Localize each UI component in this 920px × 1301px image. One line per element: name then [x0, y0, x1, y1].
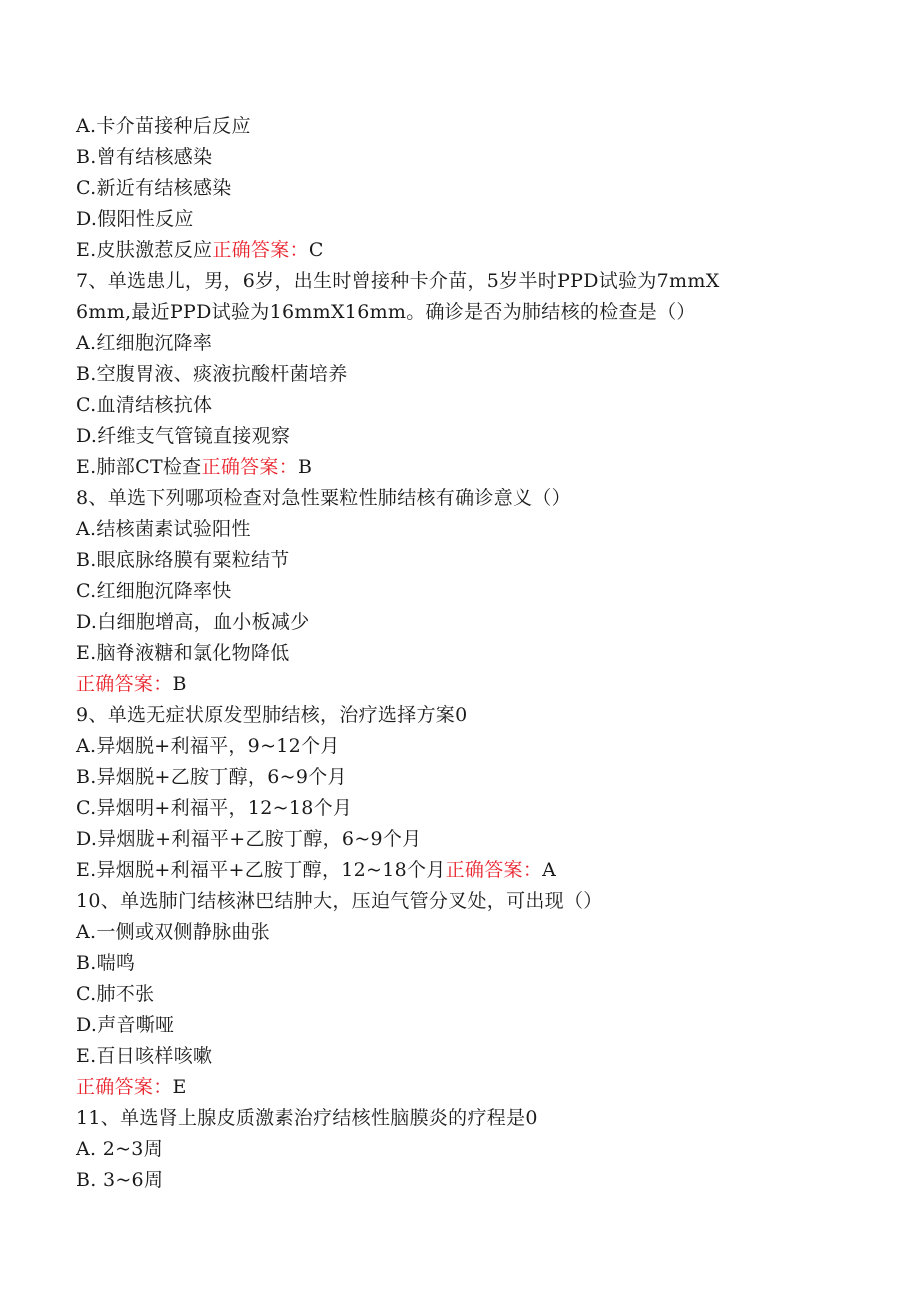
line-text: 10、单选肺门结核淋巴结肿大，压迫气管分叉处，可出现（） [76, 890, 603, 912]
text-line [76, 638, 776, 669]
text-line [76, 452, 776, 483]
line-text: C.肺不张 [76, 983, 155, 1005]
text-line [76, 111, 776, 142]
answer-value: A [542, 859, 557, 881]
text-line [76, 142, 776, 173]
line-text: E.异烟脱+利福平+乙胺丁醇，12~18个月 [76, 859, 446, 881]
text-line [76, 576, 776, 607]
line-text: 6mm,最近PPD试验为16mmX16mm。确诊是否为肺结核的检查是（） [76, 301, 696, 323]
text-line [76, 1165, 776, 1196]
line-text: A.结核菌素试验阳性 [76, 518, 251, 540]
line-text: B.空腹胃液、痰液抗酸杆菌培养 [76, 363, 348, 385]
line-text: E.肺部CT检查 [76, 456, 202, 478]
line-text: B.曾有结核感染 [76, 146, 213, 168]
line-text: B. 3~6周 [76, 1169, 164, 1191]
line-text: A.红细胞沉降率 [76, 332, 213, 354]
text-line [76, 483, 776, 514]
line-text: A.一侧或双侧静脉曲张 [76, 921, 271, 943]
answer-value: B [298, 456, 313, 478]
line-text: D.声音嘶哑 [76, 1014, 175, 1036]
answer-label: 正确答案： [76, 673, 173, 695]
line-text: A.异烟脱+利福平，9~12个月 [76, 735, 340, 757]
line-text: 8、单选下列哪项检查对急性粟粒性肺结核有确诊意义（） [76, 487, 571, 509]
line-text: D.假阳性反应 [76, 208, 194, 230]
answer-label: 正确答案： [445, 859, 543, 881]
line-text: 11、单选肾上腺皮质激素治疗结核性脑膜炎的疗程是0 [76, 1107, 538, 1129]
text-line [76, 948, 776, 979]
text-line [76, 266, 776, 297]
line-text: D.白细胞增高，血小板减少 [76, 611, 310, 633]
text-line [76, 297, 776, 328]
answer-value: C [308, 239, 324, 261]
document-page [76, 111, 776, 1196]
text-line [76, 1134, 776, 1165]
text-line [76, 328, 776, 359]
text-line [76, 855, 776, 886]
line-text: B.喘鸣 [76, 952, 136, 974]
text-line [76, 1010, 776, 1041]
text-line [76, 669, 776, 700]
line-text: B.异烟脱+乙胺丁醇，6~9个月 [76, 766, 347, 788]
text-line [76, 1072, 776, 1103]
text-line [76, 886, 776, 917]
text-line [76, 359, 776, 390]
text-line [76, 607, 776, 638]
line-text: A. 2~3周 [76, 1138, 163, 1160]
text-line [76, 762, 776, 793]
line-text: C.异烟明+利福平，12~18个月 [76, 797, 353, 819]
line-text: E.脑脊液糖和氯化物降低 [76, 642, 290, 664]
text-line [76, 390, 776, 421]
text-line [76, 731, 776, 762]
text-line [76, 917, 776, 948]
answer-label: 正确答案： [212, 239, 309, 261]
text-line [76, 545, 776, 576]
line-text: C.红细胞沉降率快 [76, 580, 232, 602]
line-text: E.百日咳样咳嗽 [76, 1045, 213, 1067]
answer-value: B [172, 673, 187, 695]
line-text: E.皮肤激惹反应 [76, 239, 213, 261]
text-line [76, 421, 776, 452]
line-text: B.眼底脉络膜有粟粒结节 [76, 549, 290, 571]
text-line [76, 979, 776, 1010]
line-text: C.新近有结核感染 [76, 177, 232, 199]
answer-label: 正确答案： [76, 1076, 173, 1098]
line-text: 9、单选无症状原发型肺结核，治疗选择方案0 [76, 704, 468, 726]
line-text: 7、单选患儿，男，6岁，出生时曾接种卡介苗，5岁半时PPD试验为7mmX [76, 270, 720, 292]
text-line [76, 1041, 776, 1072]
text-line [76, 700, 776, 731]
line-text: C.血清结核抗体 [76, 394, 213, 416]
text-line [76, 1103, 776, 1134]
text-line [76, 824, 776, 855]
text-line [76, 204, 776, 235]
answer-label: 正确答案： [201, 456, 299, 478]
line-text: D.异烟胧+利福平+乙胺丁醇，6~9个月 [76, 828, 422, 850]
text-line [76, 235, 776, 266]
text-line [76, 514, 776, 545]
text-line [76, 793, 776, 824]
answer-value: E [172, 1076, 187, 1098]
text-line [76, 173, 776, 204]
line-text: D.纤维支气管镜直接观察 [76, 425, 291, 447]
line-text: A.卡介苗接种后反应 [76, 115, 251, 137]
